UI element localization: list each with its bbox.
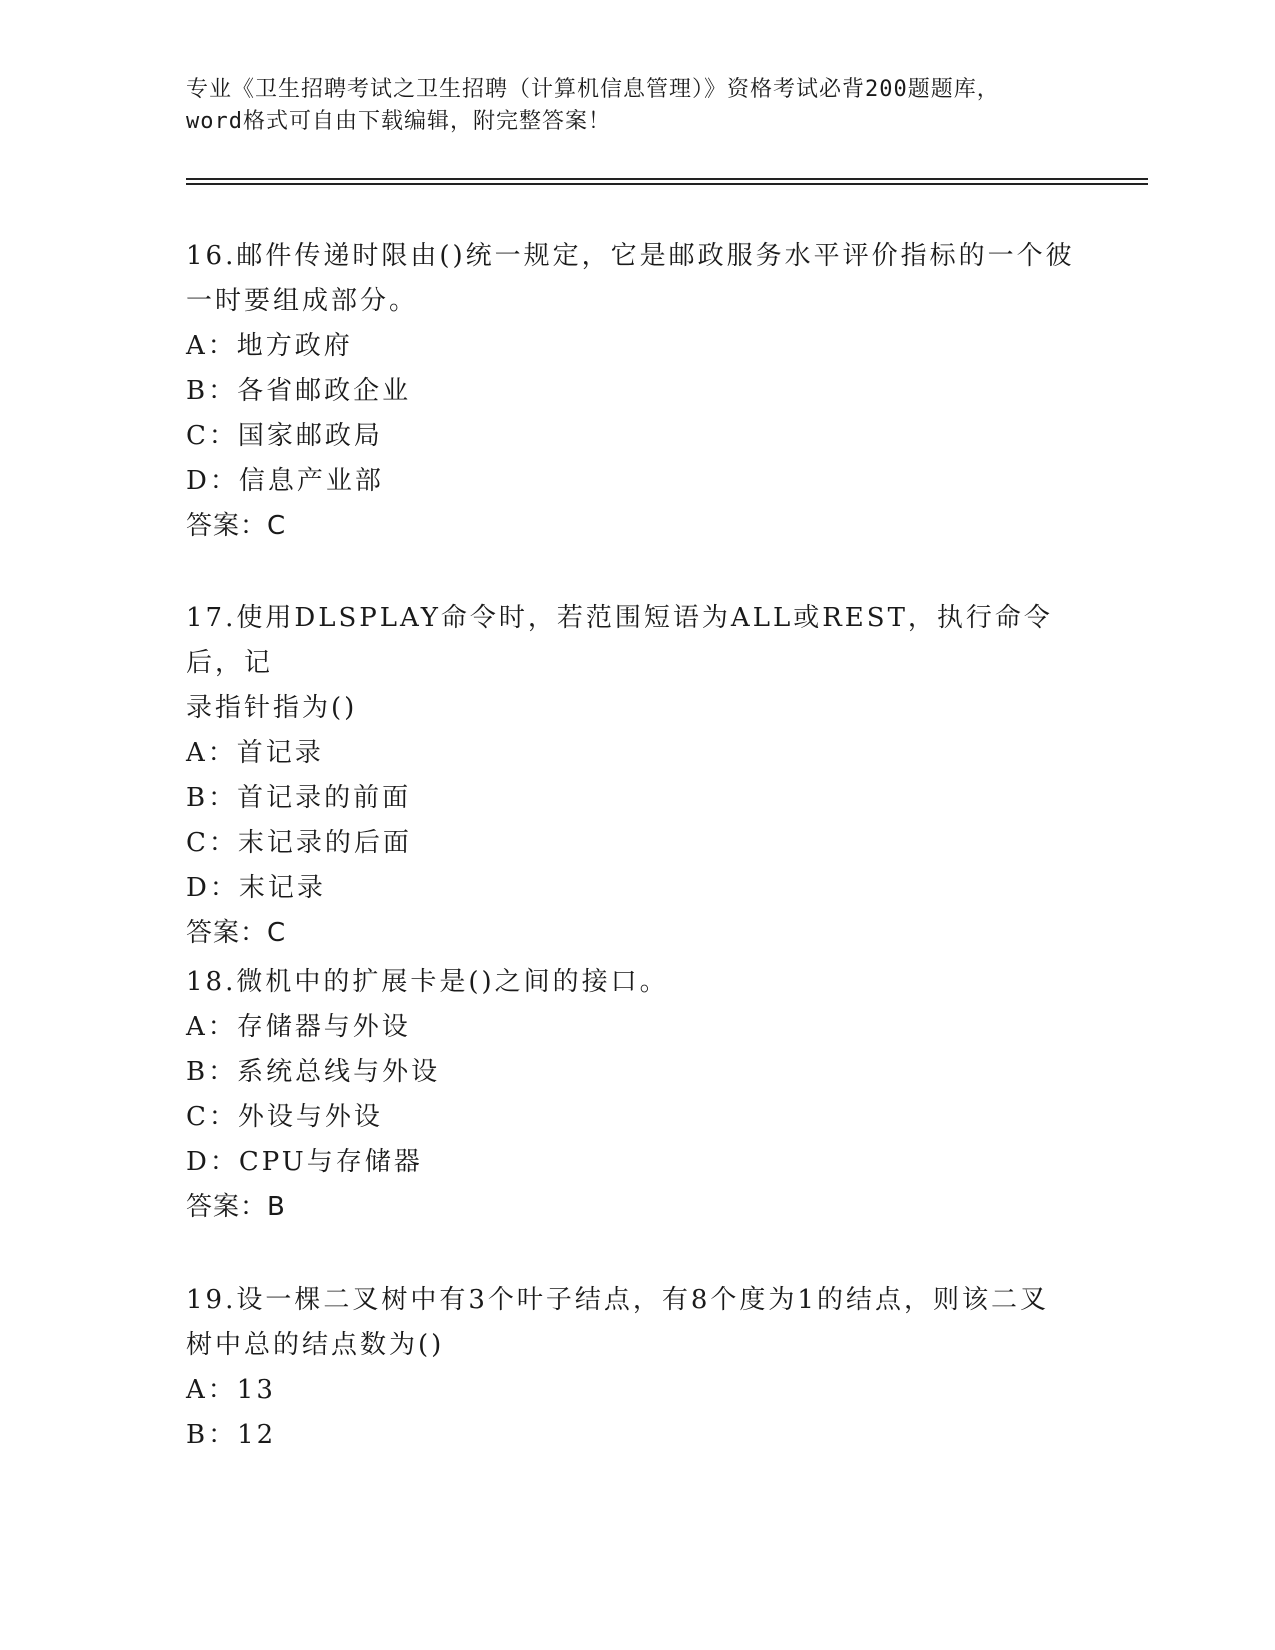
option-d: D：信息产业部 bbox=[186, 466, 384, 496]
option-b: B：首记录的前面 bbox=[186, 783, 412, 813]
question-stem-continued: 树中总的结点数为() bbox=[186, 1330, 445, 1360]
header-divider-bottom bbox=[186, 183, 1148, 185]
question-19 bbox=[186, 1278, 1086, 1458]
option-a: A：地方政府 bbox=[186, 331, 353, 361]
option-d: D：CPU与存储器 bbox=[186, 1147, 423, 1177]
question-17 bbox=[186, 596, 1086, 956]
answer: 答案：C bbox=[186, 918, 287, 948]
question-stem: 18.微机中的扩展卡是()之间的接口。 bbox=[186, 967, 669, 997]
question-stem-continued: 录指针指为() bbox=[186, 693, 358, 723]
option-c: C：外设与外设 bbox=[186, 1102, 383, 1132]
option-b: B：各省邮政企业 bbox=[186, 376, 412, 406]
document-header bbox=[186, 74, 1086, 138]
header-line-1: 专业《卫生招聘考试之卫生招聘（计算机信息管理）》资格考试必背200题题库， bbox=[186, 77, 1000, 102]
question-stem: 16.邮件传递时限由()统一规定，它是邮政服务水平评价指标的一个彼 bbox=[186, 241, 1075, 271]
option-a: A：13 bbox=[186, 1375, 276, 1405]
option-a: A：首记录 bbox=[186, 738, 324, 768]
header-line-2: word格式可自由下载编辑，附完整答案！ bbox=[186, 109, 611, 134]
answer: 答案：B bbox=[186, 1192, 286, 1222]
option-d: D：末记录 bbox=[186, 873, 326, 903]
option-b: B：系统总线与外设 bbox=[186, 1057, 441, 1087]
question-stem: 17.使用DLSPLAY命令时，若范围短语为ALL或REST，执行命令后，记 bbox=[186, 603, 1053, 678]
question-stem-continued: 一时要组成部分。 bbox=[186, 286, 419, 316]
question-stem: 19.设一棵二叉树中有3个叶子结点，有8个度为1的结点，则该二叉 bbox=[186, 1285, 1049, 1315]
answer: 答案：C bbox=[186, 511, 287, 541]
question-18 bbox=[186, 960, 1086, 1230]
question-16 bbox=[186, 234, 1086, 549]
option-b: B：12 bbox=[186, 1420, 277, 1450]
option-c: C：末记录的后面 bbox=[186, 828, 412, 858]
option-a: A：存储器与外设 bbox=[186, 1012, 411, 1042]
option-c: C：国家邮政局 bbox=[186, 421, 383, 451]
header-divider-top bbox=[186, 178, 1148, 180]
